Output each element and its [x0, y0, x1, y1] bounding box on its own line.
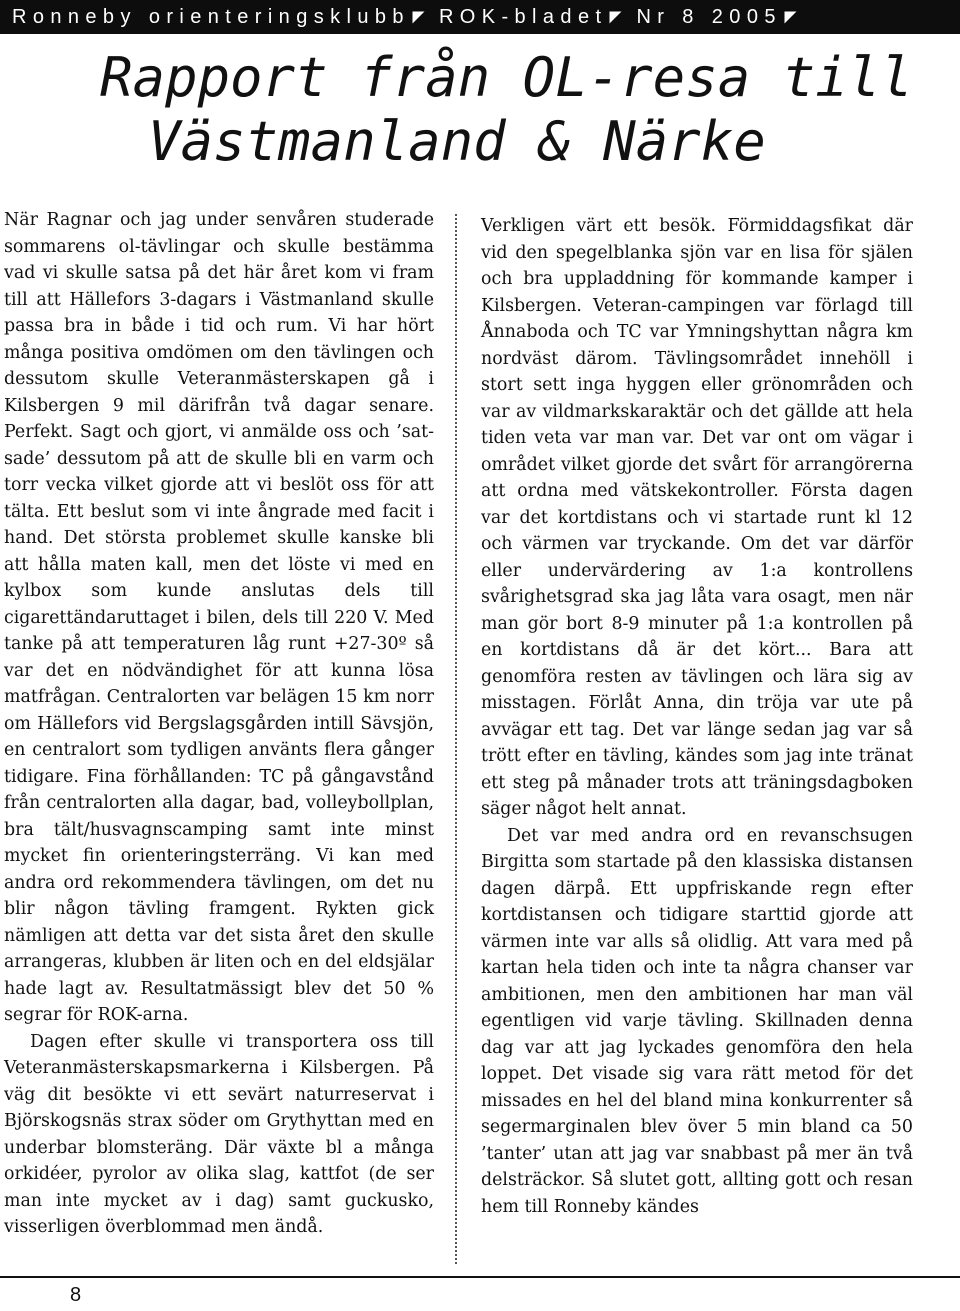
column-divider	[455, 214, 457, 1264]
checkbox-diagonal-icon	[784, 11, 797, 24]
left-paragraph-1: När Ragnar och jag under senvåren studerade sommarens ol-tävlingar och skulle bestämma vad vi skulle satsa på det här året kom vi fram till att Hällefors 3-dagars i Västmanland skulle passa bra in både i tid och rum. Vi har hört många positiva omdömen om den tävlingen och dessutom skulle Veteranmästerskapen gå i Kilsbergen 9 mil därifrån två dagar senare. Perfekt. Sagt och gjort, vi anmälde oss och ’satsade’ dessutom på att de skulle bli en varm och torr vecka vilket gjorde att vi beslöt oss för att tälta. Ett beslut som vi inte ångrade med facit i hand. Det största problemet skulle kanske bli att hålla maten kall, men det löste vi med en kylbox som kunde anslutas dels till cigarettändaruttaget i bilen, dels till 220 V. Med tanke på att temperaturen låg runt +27-30º så var det en nödvändighet för att kunna lösa matfrågan. Centralorten var belägen 15 km norr om Hällefors vid Bergslagsgården intill Sävsjön, en centralort som tydligen använts flera gånger tidigare. Fina förhållanden: TC på gångavstånd från centralorten alla dagar, bad, volleybollplan, bra tält/husvagnscamping samt inte minst mycket fin orienteringsterräng. Vi kan med andra ord rekommendera tävlingen, om det nu blir någon tävling framgent. Rykten gick nämligen att detta var det sista året den skulle arrangeras, klubben är liten och en del eldsjälar hade lagt av. Resultatmässigt blev det 50 % segrar för ROK-arna.	[4, 210, 434, 1025]
left-column	[4, 207, 434, 1241]
page-number: 8	[70, 1284, 82, 1306]
article-title-line-2: Västmanland & Närke	[148, 110, 766, 173]
footer-rule	[0, 1276, 960, 1278]
right-column	[481, 213, 913, 1220]
right-paragraph-1: Verkligen värt ett besök. Förmiddagsfikat där vid den spegelblanka sjön var en lisa för själen och bra uppladdning för kommande kamper i Kilsbergen. Veteran-campingen var förlagd till Ånnaboda och TC var Ymningshyttan några km nordväst därom. Tävlingsområdet innehöll i stort sett inga hyggen eller grönområden och var av vildmarkskaraktär och det gällde att hela tiden veta var man var. Det var ont om vägar i området vilket gjorde det svårt för arrangörerna att ordna med vätskekontroller. Första dagen var det kortdistans och vi startade runt kl 12 och värmen var tryckande. Om det var därför eller undervärdering av 1:a kontrollens svårighetsgrad ska jag låta vara osagt, men när man gör bort 8-9 minuter på 1:a kontrollen på en kortdistans då är det kört... Bara att genomföra resten av tävlingen och lära sig av misstagen. Förlåt Anna, din tröja var ute på avvägar ett tag. Det var länge sedan jag var så trött efter en tävling, kändes som jag inte tränat ett steg på månader trots att träningsdagboken säger något helt annat.	[481, 216, 913, 819]
header-publication: ROK-bladet	[438, 5, 608, 28]
checkbox-diagonal-icon	[412, 11, 425, 24]
left-paragraph-2: Dagen efter skulle vi transportera oss till Veteranmästerskapsmarkerna i Kilsbergen. På väg dit besökte vi ett sevärt naturreservat i Björskogsnäs strax söder om Grythyttan med en underbar blomsteräng. Där växte bl a många orkidéer, pyrolor av olika slag, kattfot (de ser man inte mycket av i dag) samt guckusko, visserligen överblommad men ändå.	[4, 1031, 434, 1237]
article-title-line-1: Rapport från OL-resa till	[100, 46, 913, 109]
article-title	[100, 46, 950, 174]
header-bar	[0, 0, 960, 34]
checkbox-diagonal-icon	[609, 11, 622, 24]
header-club: Ronneby orienteringsklubb	[12, 5, 410, 28]
header-issue: Nr 8 2005	[636, 5, 782, 28]
right-paragraph-2: Det var med andra ord en revanschsugen Birgitta som startade på den klassiska distansen dagen därpå. Ett uppfriskande regn efter kortdistansen och tidigare starttid gjorde att värmen inte var alls så olidlig. Att vara med på kartan hela tiden och inte ta några chanser var ambitionen, men den ambitionen har man väl egentligen vid varje tävling. Skillnaden denna dag var att jag lyckades genomföra den hela loppet. Det visade sig vara rätt metod för det missades en hel del bland mina konkurrenter så segermarginalen blev över 5 min bland ca 50 ’tanter’ utan att jag var snabbast på mer än två delsträckor. Så slutet gott, allting gott och resan hem till Ronneby kändes	[481, 825, 913, 1217]
